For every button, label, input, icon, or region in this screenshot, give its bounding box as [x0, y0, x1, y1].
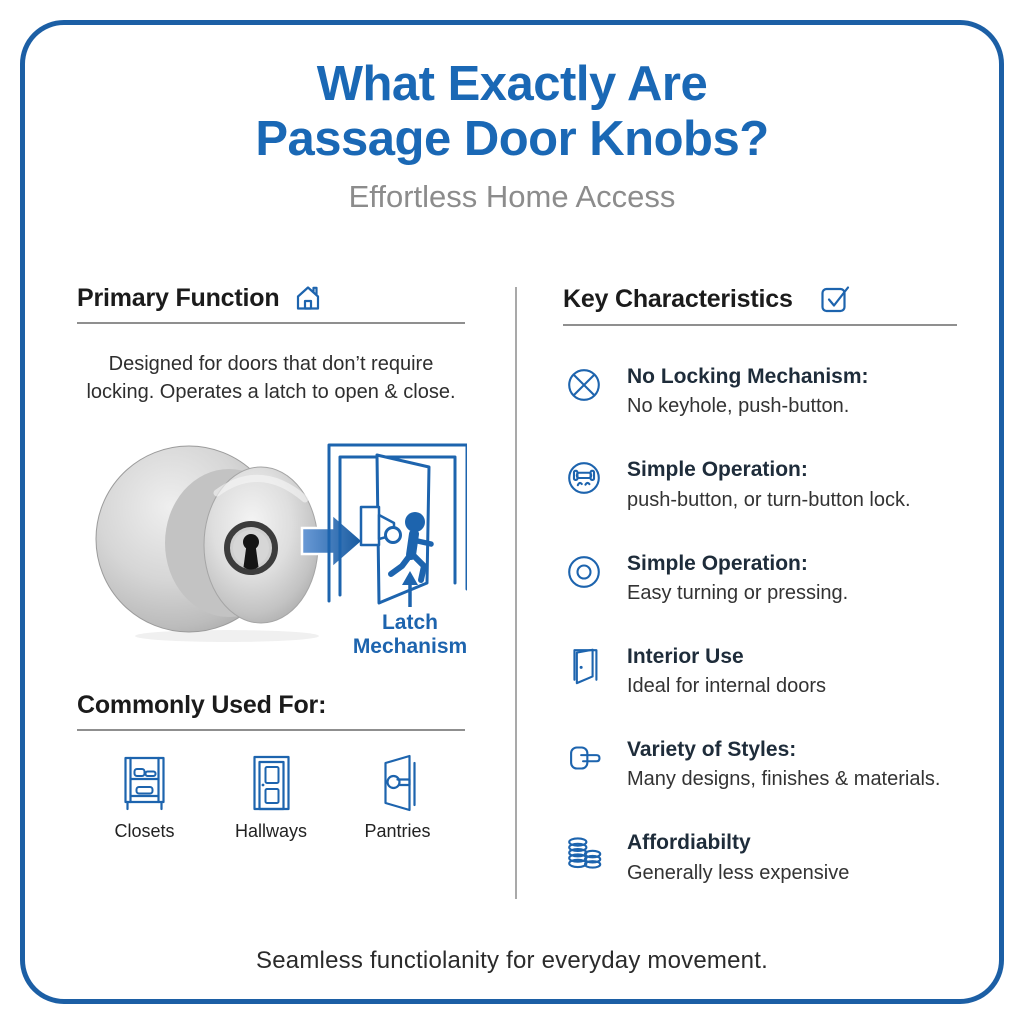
- latch-label-line-2: Mechanism: [352, 634, 468, 658]
- latch-mechanism-label: [335, 611, 485, 659]
- primary-function-divider: [77, 322, 465, 324]
- feature-title: Variety of Styles:: [627, 738, 797, 761]
- infographic-card: [20, 20, 1004, 1004]
- header: [25, 25, 999, 215]
- latch-label-line-1: Latch: [381, 610, 438, 634]
- used-item-label: Closets: [114, 820, 175, 841]
- house-icon: [293, 283, 323, 313]
- key-characteristics-header: [563, 283, 957, 315]
- interior-door-icon: [563, 644, 605, 686]
- page-subtitle: Effortless Home Access: [348, 178, 676, 214]
- checkbox-icon: [819, 283, 851, 315]
- open-door-illustration: [329, 445, 467, 603]
- pantry-door-icon: [340, 751, 455, 813]
- feature-title: Simple Operation:: [627, 458, 808, 482]
- feature-simple-operation-turn: [563, 551, 957, 606]
- page-title: [25, 57, 999, 167]
- used-item-pantries: [340, 751, 455, 842]
- right-column: [563, 283, 957, 886]
- title-line-1: What Exactly Are: [316, 57, 708, 111]
- primary-function-description: [77, 350, 465, 407]
- feature-description: Many designs, finishes & materials.: [627, 768, 941, 791]
- feature-no-locking: [563, 364, 957, 419]
- commonly-used-row: [77, 751, 465, 842]
- commonly-used-header: [77, 691, 465, 720]
- hallway-door-icon: [214, 751, 329, 813]
- used-item-hallways: [214, 751, 329, 842]
- knob-latch-diagram: [77, 431, 468, 663]
- key-characteristics-divider: [563, 324, 957, 326]
- feature-simple-operation-push: [563, 457, 957, 512]
- feature-variety-of-styles: [563, 737, 957, 792]
- no-locking-icon: [563, 364, 605, 406]
- column-divider: [515, 287, 517, 899]
- feature-description: Generally less expensive: [627, 861, 850, 884]
- push-button-icon: [563, 457, 605, 499]
- feature-title: No Locking Mechanism:: [627, 365, 869, 388]
- feature-affordability: [563, 830, 957, 885]
- primary-function-header: [77, 283, 465, 313]
- feature-description: No keyhole, push-button.: [627, 395, 850, 418]
- description-line-1: Designed for doors that don’t require: [108, 353, 434, 375]
- feature-description: push-button, or turn-button lock.: [627, 488, 911, 511]
- left-column: [77, 283, 468, 842]
- title-line-2: Passage Door Knobs?: [255, 111, 769, 166]
- feature-description: Easy turning or pressing.: [627, 581, 849, 604]
- primary-function-heading: Primary Function: [77, 283, 280, 312]
- feature-title: Interior Use: [627, 644, 744, 668]
- closet-icon: [87, 751, 202, 813]
- commonly-used-heading: Commonly Used For:: [77, 690, 327, 719]
- used-item-label: Pantries: [364, 820, 431, 841]
- feature-title: Simple Operation:: [627, 551, 808, 575]
- used-item-label: Hallways: [234, 820, 308, 841]
- used-item-closets: [87, 751, 202, 842]
- feature-title: Affordiabilty: [627, 831, 751, 855]
- footer-tagline: Seamless functiolanity for everyday movement.: [256, 947, 768, 974]
- turn-knob-icon: [563, 551, 605, 593]
- description-line-2: locking. Operates a latch to open & close.: [86, 381, 456, 404]
- feature-description: Ideal for internal doors: [627, 675, 827, 697]
- feature-interior-use: [563, 644, 957, 699]
- commonly-used-divider: [77, 729, 465, 731]
- key-characteristics-heading: Key Characteristics: [563, 284, 793, 313]
- lever-style-icon: [563, 737, 605, 779]
- coins-icon: [563, 830, 605, 872]
